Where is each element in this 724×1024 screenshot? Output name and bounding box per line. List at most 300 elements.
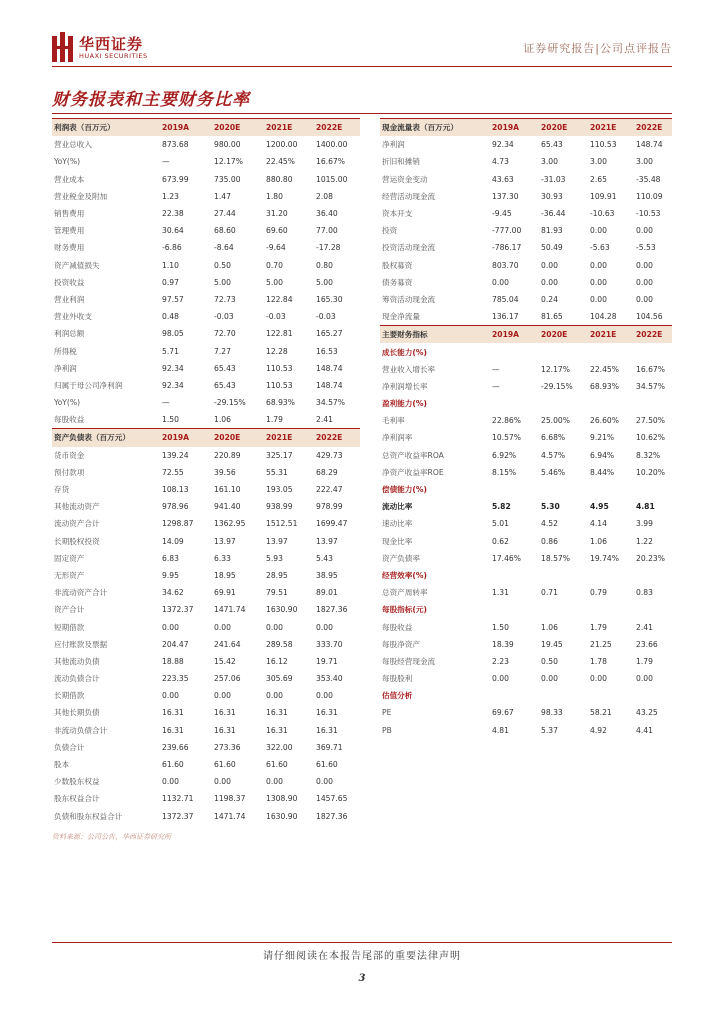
huaxi-logo-mark-icon (52, 32, 74, 62)
value-cell: 9.95 (162, 570, 179, 580)
value-cell: 322.00 (266, 742, 293, 752)
value-cell: 0.00 (492, 674, 509, 684)
value-cell: 4.41 (636, 725, 653, 735)
value-cell: -786.17 (492, 243, 522, 253)
right-financial-table (380, 118, 672, 739)
left-table-body (52, 119, 360, 825)
value-cell: -29.15% (541, 381, 573, 391)
value-cell: 0.00 (590, 260, 607, 270)
table-row (52, 308, 360, 325)
value-cell: -5.63 (590, 243, 610, 253)
subsection-row (380, 343, 672, 360)
value-cell: 26.60% (590, 416, 619, 426)
value-cell: 0.00 (590, 674, 607, 684)
row-label: 流动负债合计 (54, 674, 100, 684)
value-cell: 13.97 (214, 536, 236, 546)
value-cell (539, 687, 588, 704)
value-cell: 0.00 (266, 691, 283, 701)
table-row (52, 773, 360, 790)
value-cell: 15.42 (214, 656, 236, 666)
value-cell: 104.28 (590, 312, 617, 322)
value-cell: 58.21 (590, 708, 612, 718)
value-cell: 0.70 (266, 260, 283, 270)
value-cell: 333.70 (316, 639, 343, 649)
value-cell: 2019A (490, 119, 539, 137)
value-cell: 1198.37 (214, 794, 246, 804)
value-cell: 38.95 (316, 570, 338, 580)
value-cell: -6.86 (162, 243, 182, 253)
value-cell: 1.47 (214, 191, 231, 201)
row-label: 资本开支 (382, 209, 413, 219)
table-row (380, 291, 672, 308)
value-cell: 941.40 (214, 502, 241, 512)
value-cell: 1.22 (636, 536, 653, 546)
table-row (380, 704, 672, 721)
row-label: 营业成本 (54, 174, 85, 184)
table-row (52, 670, 360, 687)
table-row (380, 618, 672, 635)
table-row (380, 171, 672, 188)
value-cell: — (162, 157, 170, 167)
value-cell: 7.27 (214, 346, 231, 356)
value-cell: 2.65 (590, 174, 607, 184)
value-cell: 43.25 (636, 708, 658, 718)
value-cell: 1471.74 (214, 811, 246, 821)
value-cell: 148.74 (636, 140, 663, 150)
row-label: 净资产收益率ROE (382, 467, 444, 477)
section-header-row (380, 326, 672, 344)
value-cell: 81.93 (541, 226, 563, 236)
value-cell: 34.57% (316, 398, 345, 408)
value-cell: 8.44% (590, 467, 615, 477)
table-row (380, 308, 672, 326)
value-cell: 5.93 (266, 553, 283, 563)
value-cell: 10.20% (636, 467, 665, 477)
value-cell: 1.50 (162, 415, 179, 425)
value-cell: 16.67% (636, 364, 665, 374)
table-row (52, 153, 360, 170)
value-cell: 8.32% (636, 450, 661, 460)
value-cell: 0.00 (590, 226, 607, 236)
value-cell: 4.95 (590, 502, 609, 512)
value-cell: 30.64 (162, 226, 184, 236)
row-label: 货币资金 (54, 450, 85, 460)
row-label: 现金比率 (382, 536, 413, 546)
value-cell: 305.69 (266, 674, 293, 684)
value-cell (588, 481, 634, 498)
value-cell: 1.06 (541, 622, 558, 632)
value-cell: 5.00 (316, 277, 333, 287)
value-cell: -777.00 (492, 226, 522, 236)
value-cell: 161.10 (214, 485, 241, 495)
row-label: 其他流动负债 (54, 656, 100, 666)
table-row (52, 481, 360, 498)
value-cell: 0.00 (636, 277, 653, 287)
table-row (52, 360, 360, 377)
value-cell: 1.50 (492, 622, 509, 632)
value-cell: 81.65 (541, 312, 563, 322)
table-row (52, 584, 360, 601)
table-row (380, 274, 672, 291)
value-cell (490, 601, 539, 618)
value-cell: 61.60 (214, 760, 236, 770)
value-cell: 2019A (490, 326, 539, 344)
row-label: 非流动负债合计 (54, 725, 108, 735)
table-row (52, 653, 360, 670)
row-label: 净利润增长率 (382, 381, 428, 391)
value-cell: 0.00 (266, 622, 283, 632)
value-cell: 0.97 (162, 277, 179, 287)
value-cell: 0.00 (214, 622, 231, 632)
value-cell: 68.93% (590, 381, 619, 391)
value-cell: 6.68% (541, 433, 566, 443)
value-cell: 1.78 (590, 656, 607, 666)
value-cell: 2020E (212, 119, 264, 137)
row-label: 毛利率 (382, 416, 405, 426)
value-cell: 369.71 (316, 742, 343, 752)
table-row (52, 739, 360, 756)
row-label: 无形资产 (54, 570, 85, 580)
value-cell: 0.00 (266, 777, 283, 787)
value-cell: 1.79 (636, 656, 653, 666)
value-cell: -35.48 (636, 174, 661, 184)
value-cell: 110.53 (266, 380, 293, 390)
table-row (380, 550, 672, 567)
row-label: 偿债能力(%) (382, 485, 427, 495)
value-cell (588, 601, 634, 618)
value-cell: 5.71 (162, 346, 179, 356)
value-cell: 0.83 (636, 588, 653, 598)
value-cell: 165.27 (316, 329, 343, 339)
value-cell: 72.55 (162, 467, 184, 477)
value-cell: 69.67 (492, 708, 514, 718)
value-cell: 10.57% (492, 433, 521, 443)
row-label: 归属于母公司净利润 (54, 380, 123, 390)
row-label: 应付账款及票据 (54, 639, 108, 649)
value-cell: — (492, 381, 500, 391)
value-cell: 77.00 (316, 226, 338, 236)
value-cell: 3.99 (636, 519, 653, 529)
value-cell: -10.53 (636, 209, 661, 219)
value-cell: 92.34 (162, 380, 184, 390)
value-cell: 0.50 (541, 656, 558, 666)
value-cell: 1630.90 (266, 605, 298, 615)
value-cell: 0.80 (316, 260, 333, 270)
row-label: PB (382, 725, 392, 735)
value-cell: 9.21% (590, 433, 615, 443)
value-cell: 0.00 (636, 226, 653, 236)
row-label: 主要财务指标 (380, 326, 490, 344)
value-cell: 12.17% (214, 157, 243, 167)
section-header-row (380, 119, 672, 137)
row-label: 利润表（百万元） (52, 119, 160, 137)
value-cell: 273.36 (214, 742, 241, 752)
row-label: 营业总收入 (54, 140, 92, 150)
value-cell: 68.29 (316, 467, 338, 477)
value-cell: 204.47 (162, 639, 189, 649)
value-cell: 1.31 (492, 588, 509, 598)
row-label: 股本 (54, 760, 70, 770)
value-cell: 880.80 (266, 174, 293, 184)
row-label: 长期借款 (54, 691, 85, 701)
value-cell: 65.43 (541, 140, 563, 150)
row-label: 资产负债率 (382, 553, 420, 563)
value-cell: 16.31 (162, 725, 184, 735)
value-cell: 1132.71 (162, 794, 194, 804)
value-cell: 13.97 (266, 536, 288, 546)
row-label: 投资活动现金流 (382, 243, 436, 253)
value-cell: -0.03 (214, 312, 234, 322)
row-label: 净利润 (382, 140, 405, 150)
value-cell: 2021E (588, 326, 634, 344)
value-cell: 0.00 (492, 277, 509, 287)
value-cell: 16.31 (214, 725, 236, 735)
value-cell: 21.25 (590, 639, 612, 649)
table-row (52, 567, 360, 584)
table-row (380, 205, 672, 222)
value-cell: 0.00 (541, 277, 558, 287)
row-label: 投资 (382, 226, 398, 236)
row-label: 成长能力(%) (382, 347, 427, 357)
value-cell: 148.74 (316, 380, 343, 390)
row-label: 经营效率(%) (382, 570, 427, 580)
value-cell: 0.00 (590, 294, 607, 304)
row-label: 少数股东权益 (54, 777, 100, 787)
table-row (380, 653, 672, 670)
value-cell: 0.79 (590, 588, 607, 598)
value-cell: 98.05 (162, 329, 184, 339)
value-cell: 239.66 (162, 742, 189, 752)
title-divider (52, 113, 672, 114)
table-row (52, 222, 360, 239)
value-cell: 2019A (160, 119, 212, 137)
value-cell: 19.45 (541, 639, 563, 649)
value-cell (539, 395, 588, 412)
value-cell: 5.46% (541, 467, 566, 477)
value-cell: -5.53 (636, 243, 656, 253)
value-cell: 12.28 (266, 346, 288, 356)
value-cell: 5.43 (316, 553, 333, 563)
value-cell: 5.82 (492, 502, 511, 512)
table-row (52, 274, 360, 291)
value-cell (490, 343, 539, 360)
value-cell: 0.24 (541, 294, 558, 304)
value-cell: 429.73 (316, 450, 343, 460)
value-cell: 6.83 (162, 553, 179, 563)
row-label: 利润总额 (54, 329, 85, 339)
value-cell: 22.86% (492, 416, 521, 426)
table-row (52, 239, 360, 256)
value-cell: 257.06 (214, 674, 241, 684)
value-cell: 4.81 (636, 502, 655, 512)
value-cell: 4.92 (590, 725, 607, 735)
value-cell: -36.44 (541, 209, 566, 219)
value-cell: 1457.65 (316, 794, 348, 804)
value-cell: 50.49 (541, 243, 563, 253)
row-label: 速动比率 (382, 519, 413, 529)
table-row (380, 429, 672, 446)
value-cell: 1400.00 (316, 140, 348, 150)
value-cell: 2020E (212, 429, 264, 447)
value-cell: 43.63 (492, 174, 514, 184)
row-label: 总资产周转率 (382, 588, 428, 598)
value-cell: 0.00 (162, 622, 179, 632)
row-label: 非流动资产合计 (54, 588, 108, 598)
value-cell: 27.50% (636, 416, 665, 426)
value-cell: 6.33 (214, 553, 231, 563)
row-label: YoY(%) (54, 398, 81, 408)
value-cell: 30.93 (541, 191, 563, 201)
value-cell (588, 687, 634, 704)
value-cell: 16.12 (266, 656, 288, 666)
value-cell (588, 567, 634, 584)
value-cell: -8.64 (214, 243, 234, 253)
row-label: 其他长期负债 (54, 708, 100, 718)
value-cell: 289.58 (266, 639, 293, 649)
value-cell: 16.31 (214, 708, 236, 718)
value-cell: 34.57% (636, 381, 665, 391)
value-cell: 1362.95 (214, 519, 246, 529)
value-cell: 0.71 (541, 588, 558, 598)
value-cell: 0.00 (636, 674, 653, 684)
value-cell: 68.60 (214, 226, 236, 236)
table-row (52, 447, 360, 464)
table-row (380, 584, 672, 601)
value-cell (539, 343, 588, 360)
table-row (52, 377, 360, 394)
legal-disclaimer: 请仔细阅读在本报告尾部的重要法律声明 (263, 951, 461, 962)
value-cell: 61.60 (316, 760, 338, 770)
data-source: 资料来源：公司公告，华西证券研究所 (52, 833, 171, 841)
table-row (380, 361, 672, 378)
table-row (52, 411, 360, 429)
row-label: 每股收益 (382, 622, 413, 632)
value-cell: 16.31 (266, 708, 288, 718)
value-cell: 16.67% (316, 157, 345, 167)
row-label: 营业税金及附加 (54, 191, 108, 201)
row-label: YoY(%) (54, 157, 81, 167)
value-cell: 89.01 (316, 588, 338, 598)
value-cell: 2021E (264, 119, 314, 137)
value-cell: 72.73 (214, 294, 236, 304)
value-cell: 1699.47 (316, 519, 348, 529)
value-cell: 2.08 (316, 191, 333, 201)
value-cell: 0.00 (316, 622, 333, 632)
row-label: 负债和股东权益合计 (54, 811, 123, 821)
value-cell: 25.00% (541, 416, 570, 426)
row-label: 投资收益 (54, 277, 85, 287)
value-cell: 2019A (160, 429, 212, 447)
value-cell: 65.43 (214, 363, 236, 373)
value-cell: 0.00 (636, 260, 653, 270)
value-cell: 13.97 (316, 536, 338, 546)
value-cell: 0.00 (541, 260, 558, 270)
table-row (52, 808, 360, 825)
row-label: 净利润率 (382, 433, 413, 443)
table-row (380, 239, 672, 256)
table-row (52, 533, 360, 550)
table-row (380, 670, 672, 687)
value-cell: 6.94% (590, 450, 615, 460)
row-label: 营业收入增长率 (382, 364, 436, 374)
logo-name-en: HUAXI SECURITIES (79, 52, 148, 60)
value-cell: — (162, 398, 170, 408)
row-label: 固定资产 (54, 553, 85, 563)
value-cell: 136.17 (492, 312, 519, 322)
row-label: 净利润 (54, 363, 77, 373)
value-cell: 2021E (588, 119, 634, 137)
value-cell: 31.20 (266, 209, 288, 219)
value-cell (634, 343, 672, 360)
row-label: 资产负债表（百万元） (52, 429, 160, 447)
value-cell: 2.23 (492, 656, 509, 666)
value-cell: 109.91 (590, 191, 617, 201)
value-cell: 0.86 (541, 536, 558, 546)
value-cell: -29.15% (214, 398, 246, 408)
value-cell: 16.31 (162, 708, 184, 718)
row-label: 流动资产合计 (54, 519, 100, 529)
value-cell: 2020E (539, 326, 588, 344)
value-cell: 1308.90 (266, 794, 298, 804)
row-label: 每股收益 (54, 415, 85, 425)
value-cell: -17.28 (316, 243, 341, 253)
table-row (52, 636, 360, 653)
row-label: 营业外收支 (54, 312, 92, 322)
table-row (52, 257, 360, 274)
value-cell: 4.73 (492, 157, 509, 167)
table-row (380, 257, 672, 274)
value-cell (634, 481, 672, 498)
value-cell: 110.53 (266, 363, 293, 373)
value-cell (634, 601, 672, 618)
value-cell: 1372.37 (162, 811, 194, 821)
row-label: 管理费用 (54, 226, 85, 236)
value-cell: 139.24 (162, 450, 189, 460)
row-label: 资产减值损失 (54, 260, 100, 270)
table-row (52, 687, 360, 704)
table-row (52, 171, 360, 188)
value-cell: 4.52 (541, 519, 558, 529)
table-row (52, 515, 360, 532)
value-cell: 223.35 (162, 674, 189, 684)
table-row (380, 153, 672, 170)
value-cell (490, 395, 539, 412)
huaxi-logo (52, 32, 202, 66)
value-cell: 1.79 (590, 622, 607, 632)
value-cell: 55.31 (266, 467, 288, 477)
value-cell: 18.88 (162, 656, 184, 666)
table-row (52, 756, 360, 773)
value-cell: 3.00 (541, 157, 558, 167)
row-label: 每股净资产 (382, 639, 420, 649)
row-label: 现金净流量 (382, 312, 420, 322)
right-table-body (380, 119, 672, 739)
value-cell: 5.37 (541, 725, 558, 735)
value-cell: 241.64 (214, 639, 241, 649)
value-cell (634, 687, 672, 704)
row-label: 营业利润 (54, 294, 85, 304)
table-row (380, 636, 672, 653)
value-cell: 325.17 (266, 450, 293, 460)
value-cell (490, 567, 539, 584)
value-cell: 104.56 (636, 312, 663, 322)
value-cell: 69.91 (214, 588, 236, 598)
value-cell: 735.00 (214, 174, 241, 184)
value-cell (588, 395, 634, 412)
table-row (380, 533, 672, 550)
row-label: 经营活动现金流 (382, 191, 436, 201)
value-cell (490, 481, 539, 498)
